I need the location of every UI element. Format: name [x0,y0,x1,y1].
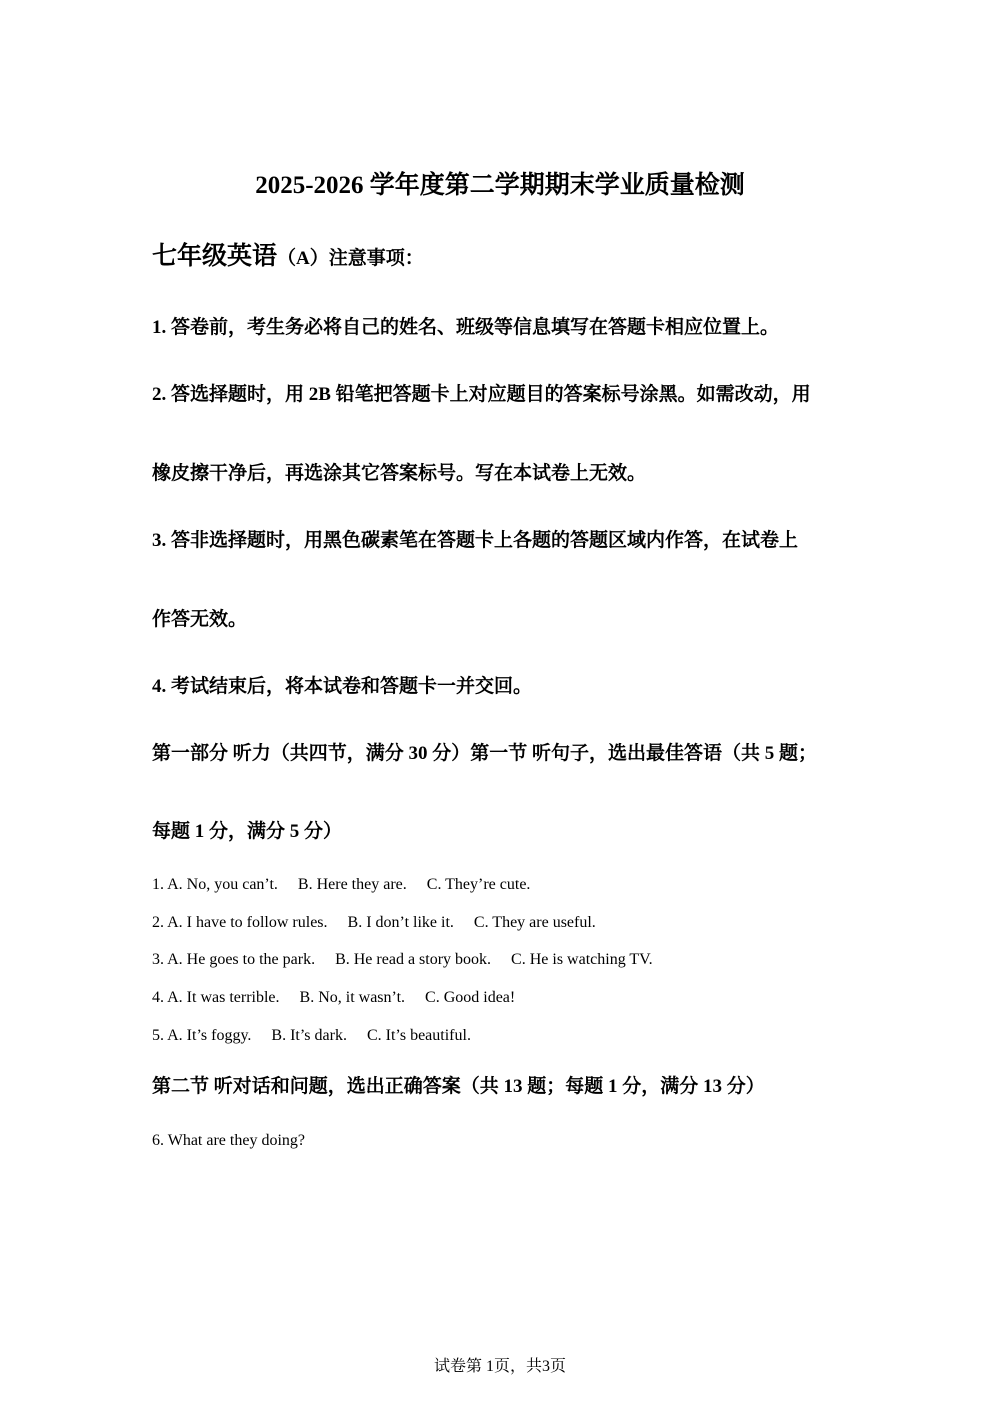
note-2-cont: 橡皮擦干净后，再选涂其它答案标号。写在本试卷上无效。 [152,463,647,484]
option-a: 2. A. I have to follow rules. [152,914,328,931]
grade-subject: 七年级英语 [152,243,278,270]
question-3 [152,949,653,971]
part1-heading-cont: 每题 1 分，满分 5 分） [152,821,343,842]
part1-heading: 第一部分 听力（共四节，满分 30 分）第一节 听句子，选出最佳答语（共 5 题； [152,743,818,764]
section2-heading: 第二节 听对话和问题，选出正确答案（共 13 题；每题 1 分，满分 13 分） [152,1076,765,1097]
page-title: 2025-2026 学年度第二学期期末学业质量检测 [255,172,745,199]
note-4: 4. 考试结束后，将本试卷和答题卡一并交回。 [152,676,533,697]
question-1 [152,874,530,896]
option-c: C. It’s beautiful. [366,1027,471,1044]
note-3-cont: 作答无效。 [152,609,248,630]
page-footer: 试卷第 1页，共3页 [433,1358,566,1375]
question-6: 6. What are they doing? [152,1132,305,1149]
option-c: C. They’re cute. [426,876,531,893]
option-a: 5. A. It’s foggy. [152,1027,252,1044]
subtitle [152,238,424,278]
option-b: B. No, it wasn’t. [299,989,406,1006]
option-b: B. It’s dark. [271,1027,347,1044]
option-c: C. Good idea! [425,989,516,1006]
note-1: 1. 答卷前，考生务必将自己的姓名、班级等信息填写在答题卡相应位置上。 [152,317,780,338]
note-3: 3. 答非选择题时，用黑色碳素笔在答题卡上各题的答题区域内作答，在试卷上 [152,530,799,551]
option-b: B. Here they are. [297,876,407,893]
option-c: C. He is watching TV. [511,951,653,968]
option-a: 4. A. It was terrible. [152,989,280,1006]
question-4 [152,987,515,1009]
question-2 [152,912,596,934]
question-5 [152,1025,471,1047]
notice-heading: （A）注意事项： [277,248,424,269]
option-b: B. He read a story book. [335,951,492,968]
note-2: 2. 答选择题时，用 2B 铅笔把答题卡上对应题目的答案标号涂黑。如需改动，用 [152,384,811,405]
option-b: B. I don’t like it. [347,914,454,931]
option-a: 3. A. He goes to the park. [152,951,316,968]
option-a: 1. A. No, you can’t. [152,876,278,893]
option-c: C. They are useful. [473,914,596,931]
